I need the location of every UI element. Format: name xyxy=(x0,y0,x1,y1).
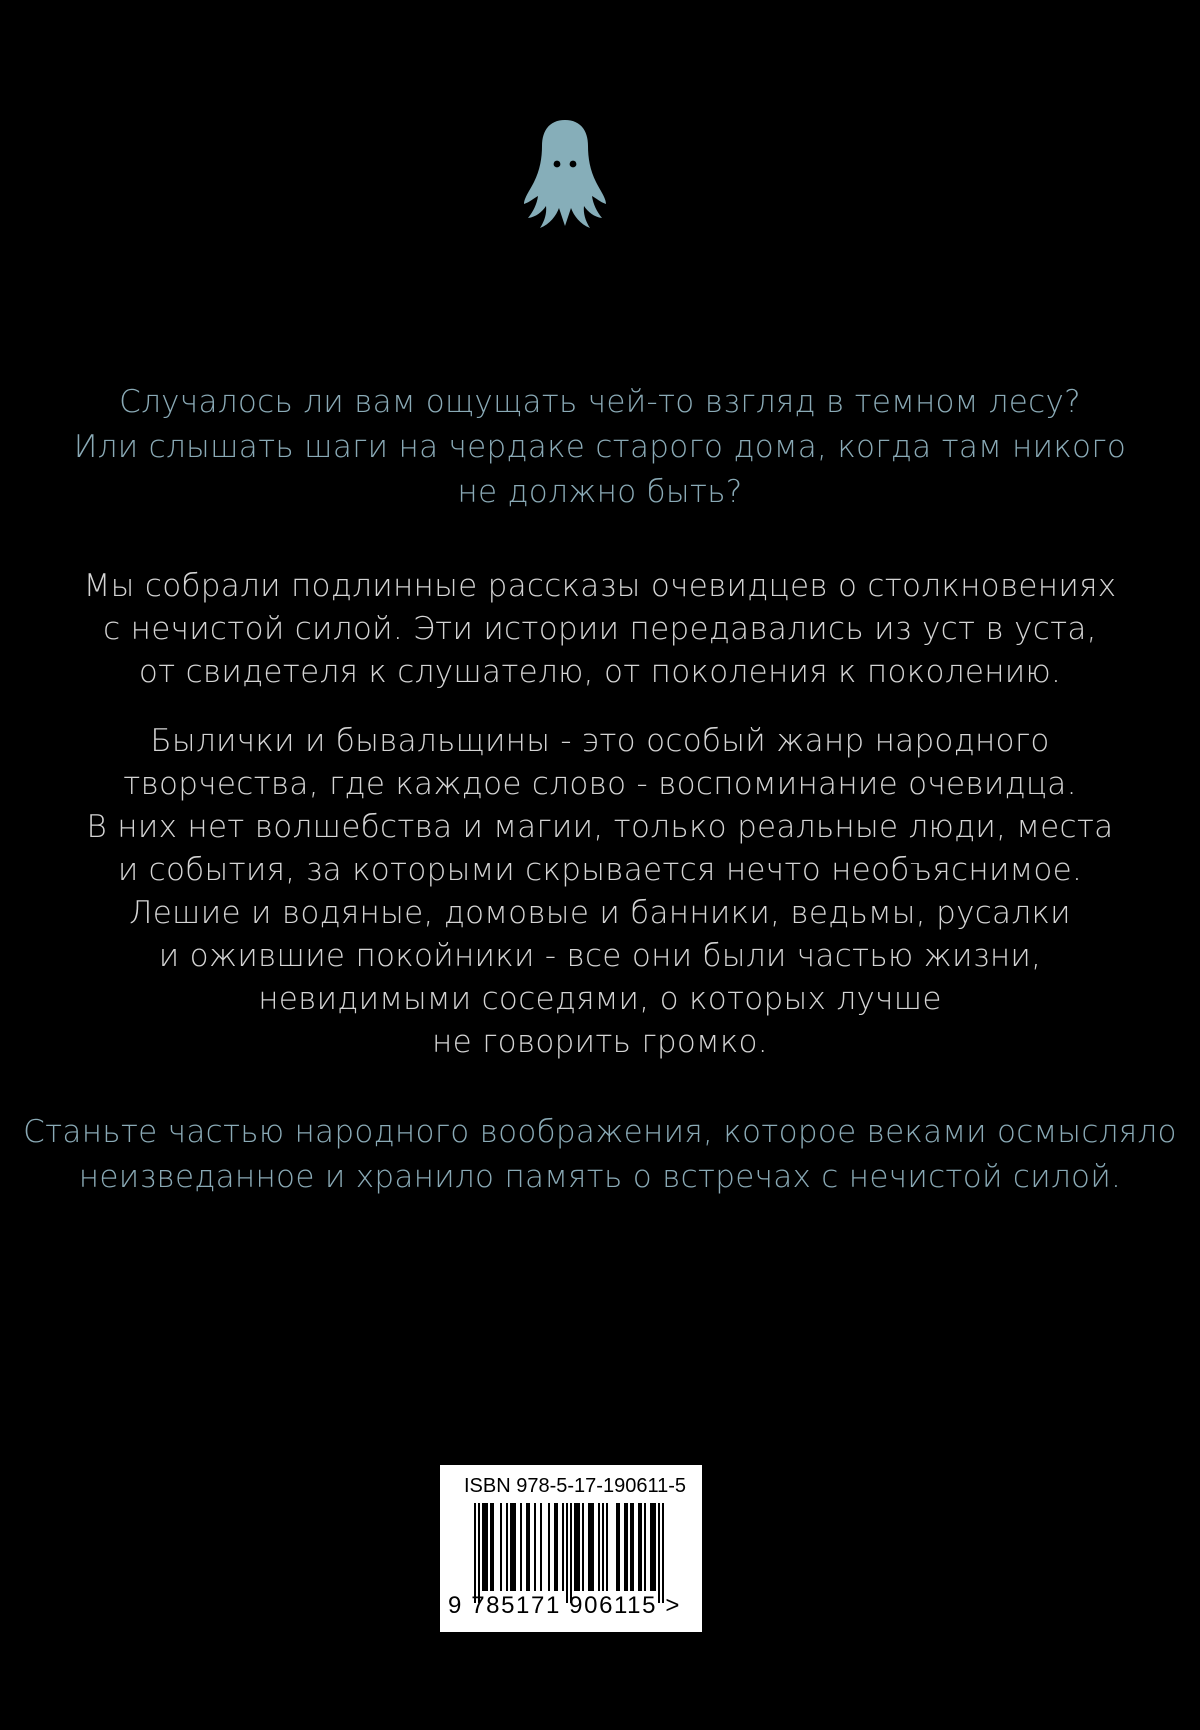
intro-line: Или слышать шаги на чердаке старого дома, когда там никого xyxy=(73,429,1127,465)
barcode-bar xyxy=(486,1503,488,1591)
barcode-bar xyxy=(606,1503,608,1591)
barcode-bar xyxy=(616,1503,618,1591)
paragraph-line: творчества, где каждое слово - воспоминание очевидца. xyxy=(123,766,1077,802)
paragraph-line: Лешие и водяные, домовые и банники, ведьмы, русалки xyxy=(129,895,1071,931)
intro-line: не должно быть? xyxy=(457,474,743,510)
barcode-bar xyxy=(576,1503,578,1591)
barcode-bar xyxy=(548,1503,550,1591)
barcode-bar xyxy=(626,1503,628,1591)
barcode-bar xyxy=(482,1503,484,1591)
paragraph-line: невидимыми соседями, о которых лучше xyxy=(258,981,942,1017)
barcode-bar xyxy=(630,1503,632,1591)
intro-questions xyxy=(0,380,1200,515)
barcode-bar xyxy=(478,1503,480,1603)
barcode-bar xyxy=(484,1503,486,1591)
barcode-bar xyxy=(510,1503,512,1591)
barcode-bar xyxy=(598,1503,600,1591)
barcode-bar xyxy=(500,1503,502,1591)
barcode-bar xyxy=(554,1503,556,1591)
barcode-bar xyxy=(650,1503,652,1591)
barcode-bar xyxy=(632,1503,634,1591)
barcode-bar xyxy=(624,1503,626,1591)
barcode-bar xyxy=(540,1503,542,1591)
right-eye xyxy=(570,161,577,168)
paragraph-line: с нечистой силой. Эти истории передавались из уст в уста, xyxy=(103,611,1097,647)
intro-line: Случалось ли вам ощущать чей-то взгляд в темном лесу? xyxy=(119,384,1081,420)
barcode-bar xyxy=(592,1503,594,1591)
barcode-bar xyxy=(570,1503,572,1603)
barcode-bar xyxy=(474,1503,476,1603)
barcode-bar xyxy=(562,1503,564,1591)
paragraph-line: не говорить громко. xyxy=(432,1024,768,1060)
barcode-bar xyxy=(578,1503,580,1591)
barcode-bar xyxy=(490,1503,492,1591)
barcode-bar xyxy=(534,1503,536,1591)
left-eye xyxy=(554,161,561,168)
description-paragraph-1 xyxy=(0,565,1200,694)
isbn-barcode xyxy=(440,1465,702,1632)
paragraph-line: от свидетеля к слушателю, от поколения к поколению. xyxy=(138,654,1062,690)
barcode-bar xyxy=(588,1503,590,1591)
barcode-bar xyxy=(574,1503,576,1591)
barcode-bar xyxy=(566,1503,568,1603)
outro-line: Станьте частью народного воображения, которое веками осмысляло xyxy=(23,1114,1177,1150)
barcode-bar xyxy=(654,1503,656,1591)
barcode-bar xyxy=(662,1503,664,1603)
barcode-bar xyxy=(582,1503,584,1591)
long-haired-spirit-icon xyxy=(520,118,610,230)
barcode-bar xyxy=(638,1503,640,1591)
closing-call-to-action xyxy=(0,1110,1200,1200)
barcode-bar xyxy=(658,1503,660,1603)
paragraph-line: и ожившие покойники - все они были частью жизни, xyxy=(158,938,1042,974)
isbn-label: ISBN 978-5-17-190611-5 xyxy=(464,1475,686,1497)
barcode-bar xyxy=(492,1503,494,1591)
paragraph-line: и события, за которыми скрывается нечто необъяснимое. xyxy=(117,852,1083,888)
description-paragraph-2 xyxy=(0,720,1200,1064)
barcode-bar xyxy=(528,1503,530,1591)
barcode-bar xyxy=(506,1503,508,1591)
barcode-bar xyxy=(618,1503,620,1591)
paragraph-line: В них нет волшебства и магии, только реальные люди, места xyxy=(86,809,1114,845)
barcode-bar xyxy=(644,1503,646,1591)
barcode-bar xyxy=(520,1503,522,1591)
barcode-bar xyxy=(652,1503,654,1591)
barcode-bar xyxy=(526,1503,528,1591)
barcode-bar xyxy=(590,1503,592,1591)
barcode-bar xyxy=(514,1503,516,1591)
barcode-digits: 9 785171 906115 > xyxy=(448,1592,681,1619)
barcode-bar xyxy=(556,1503,558,1591)
barcode-bar xyxy=(512,1503,514,1591)
barcode-bar xyxy=(640,1503,642,1591)
outro-line: неизведанное и хранило память о встречах с нечистой силой. xyxy=(78,1159,1122,1195)
paragraph-line: Мы собрали подлинные рассказы очевидцев о столкновениях xyxy=(83,568,1117,604)
paragraph-line: Былички и бывальщины - это особый жанр народного xyxy=(150,723,1050,759)
barcode-bar xyxy=(602,1503,604,1591)
